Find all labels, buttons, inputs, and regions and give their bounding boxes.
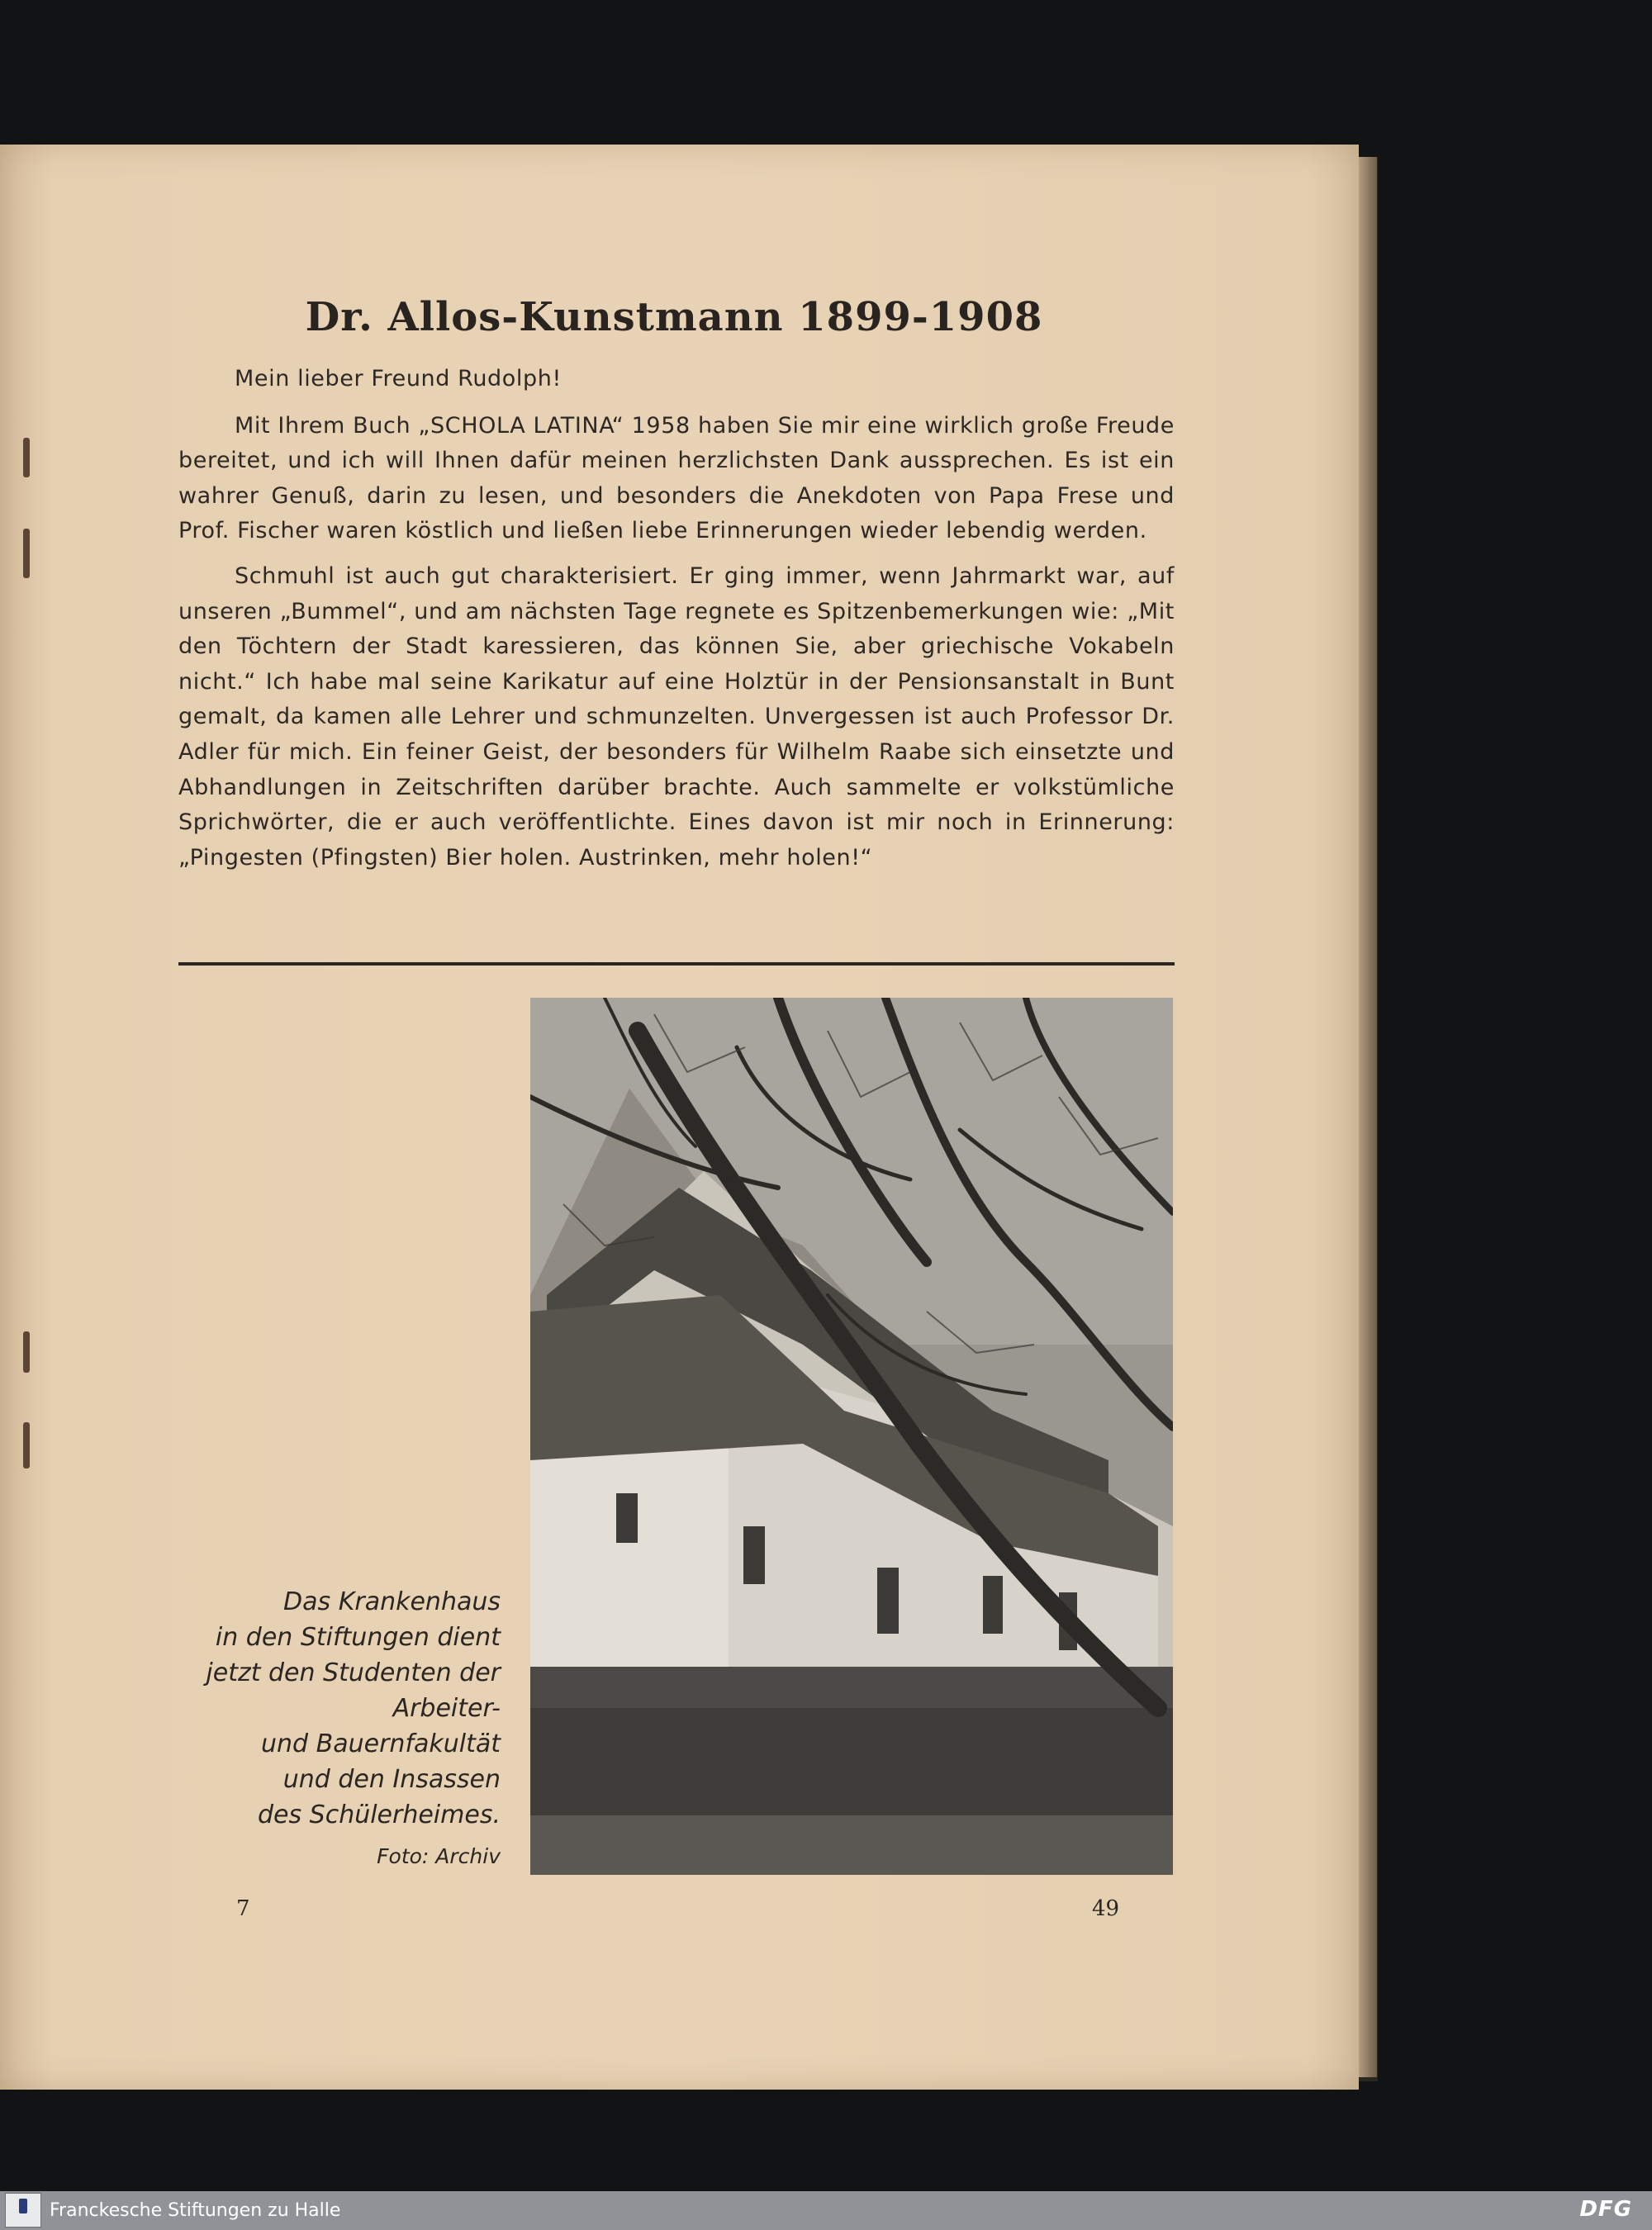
photo-caption	[157, 1584, 501, 1833]
salutation: Mein lieber Freund Rudolph!	[235, 366, 562, 391]
caption-line: Arbeiter-	[392, 1694, 501, 1723]
caption-line: in den Stiftungen dient	[215, 1623, 501, 1652]
page-number-right: 49	[1092, 1896, 1120, 1921]
binding-mark	[23, 1331, 30, 1373]
page-number-left: 7	[236, 1896, 250, 1921]
photo-credit: Foto: Archiv	[377, 1844, 501, 1868]
caption-line: und den Insassen	[282, 1765, 501, 1794]
binding-mark	[23, 1422, 30, 1468]
binding-mark	[23, 438, 30, 477]
paragraph: Schmuhl ist auch gut charakterisiert. Er ging immer, wenn Jahrmarkt war, auf unseren „Bummel“, und am nächsten Tage regnete es Spitzenbemerkungen wie: „Mit den Töchtern der Stadt karessieren, das können Sie, aber griechische Vokabeln nicht.“ Ich habe mal seine Karikatur auf eine Holztür in der Pensionsanstalt in Bunt gemalt, da kamen alle Lehrer und schmunzelten. Unvergessen ist auch Professor Dr. Adler für mich. Ein feiner Geist, der besonders für Wilhelm Raabe sich einsetzte und Abhandlungen in Zeitschriften darüber brachte. Auch sammelte er volkstümliche Sprichwörter, die er auch veröffentlichte. Eines davon ist mir noch in Erinnerung: „Pingesten (Pfingsten) Bier holen. Austrinken, mehr holen!“	[178, 562, 1175, 871]
dfg-logo[interactable]: DFG	[1579, 2197, 1632, 2222]
article-title: Dr. Allos-Kunstmann 1899-1908	[305, 294, 1043, 340]
hospital-photo	[530, 998, 1173, 1875]
page-edge	[1359, 157, 1377, 2077]
caption-line: Das Krankenhaus	[283, 1587, 501, 1616]
paragraph: Mit Ihrem Buch „SCHOLA LATINA“ 1958 haben Sie mir eine wirklich große Freude bereitet, und ich will Ihnen dafür meinen herzlichsten Dank aussprechen. Es ist ein wahrer Genuß, darin zu lesen, und besonders die Anekdoten von Papa Frese und Prof. Fischer waren köstlich und ließen liebe Erinnerungen wieder lebendig werden.	[178, 412, 1175, 544]
article-body	[178, 362, 1175, 885]
caption-line: jetzt den Studenten der	[206, 1658, 501, 1687]
institution-link[interactable]: Franckesche Stiftungen zu Halle	[50, 2200, 341, 2221]
caption-line: des Schülerheimes.	[257, 1801, 501, 1829]
logo-mark	[19, 2199, 27, 2213]
binding-mark	[23, 529, 30, 578]
section-divider	[178, 962, 1175, 966]
caption-line: und Bauernfakultät	[261, 1729, 501, 1758]
institution-logo-icon[interactable]	[5, 2193, 41, 2228]
